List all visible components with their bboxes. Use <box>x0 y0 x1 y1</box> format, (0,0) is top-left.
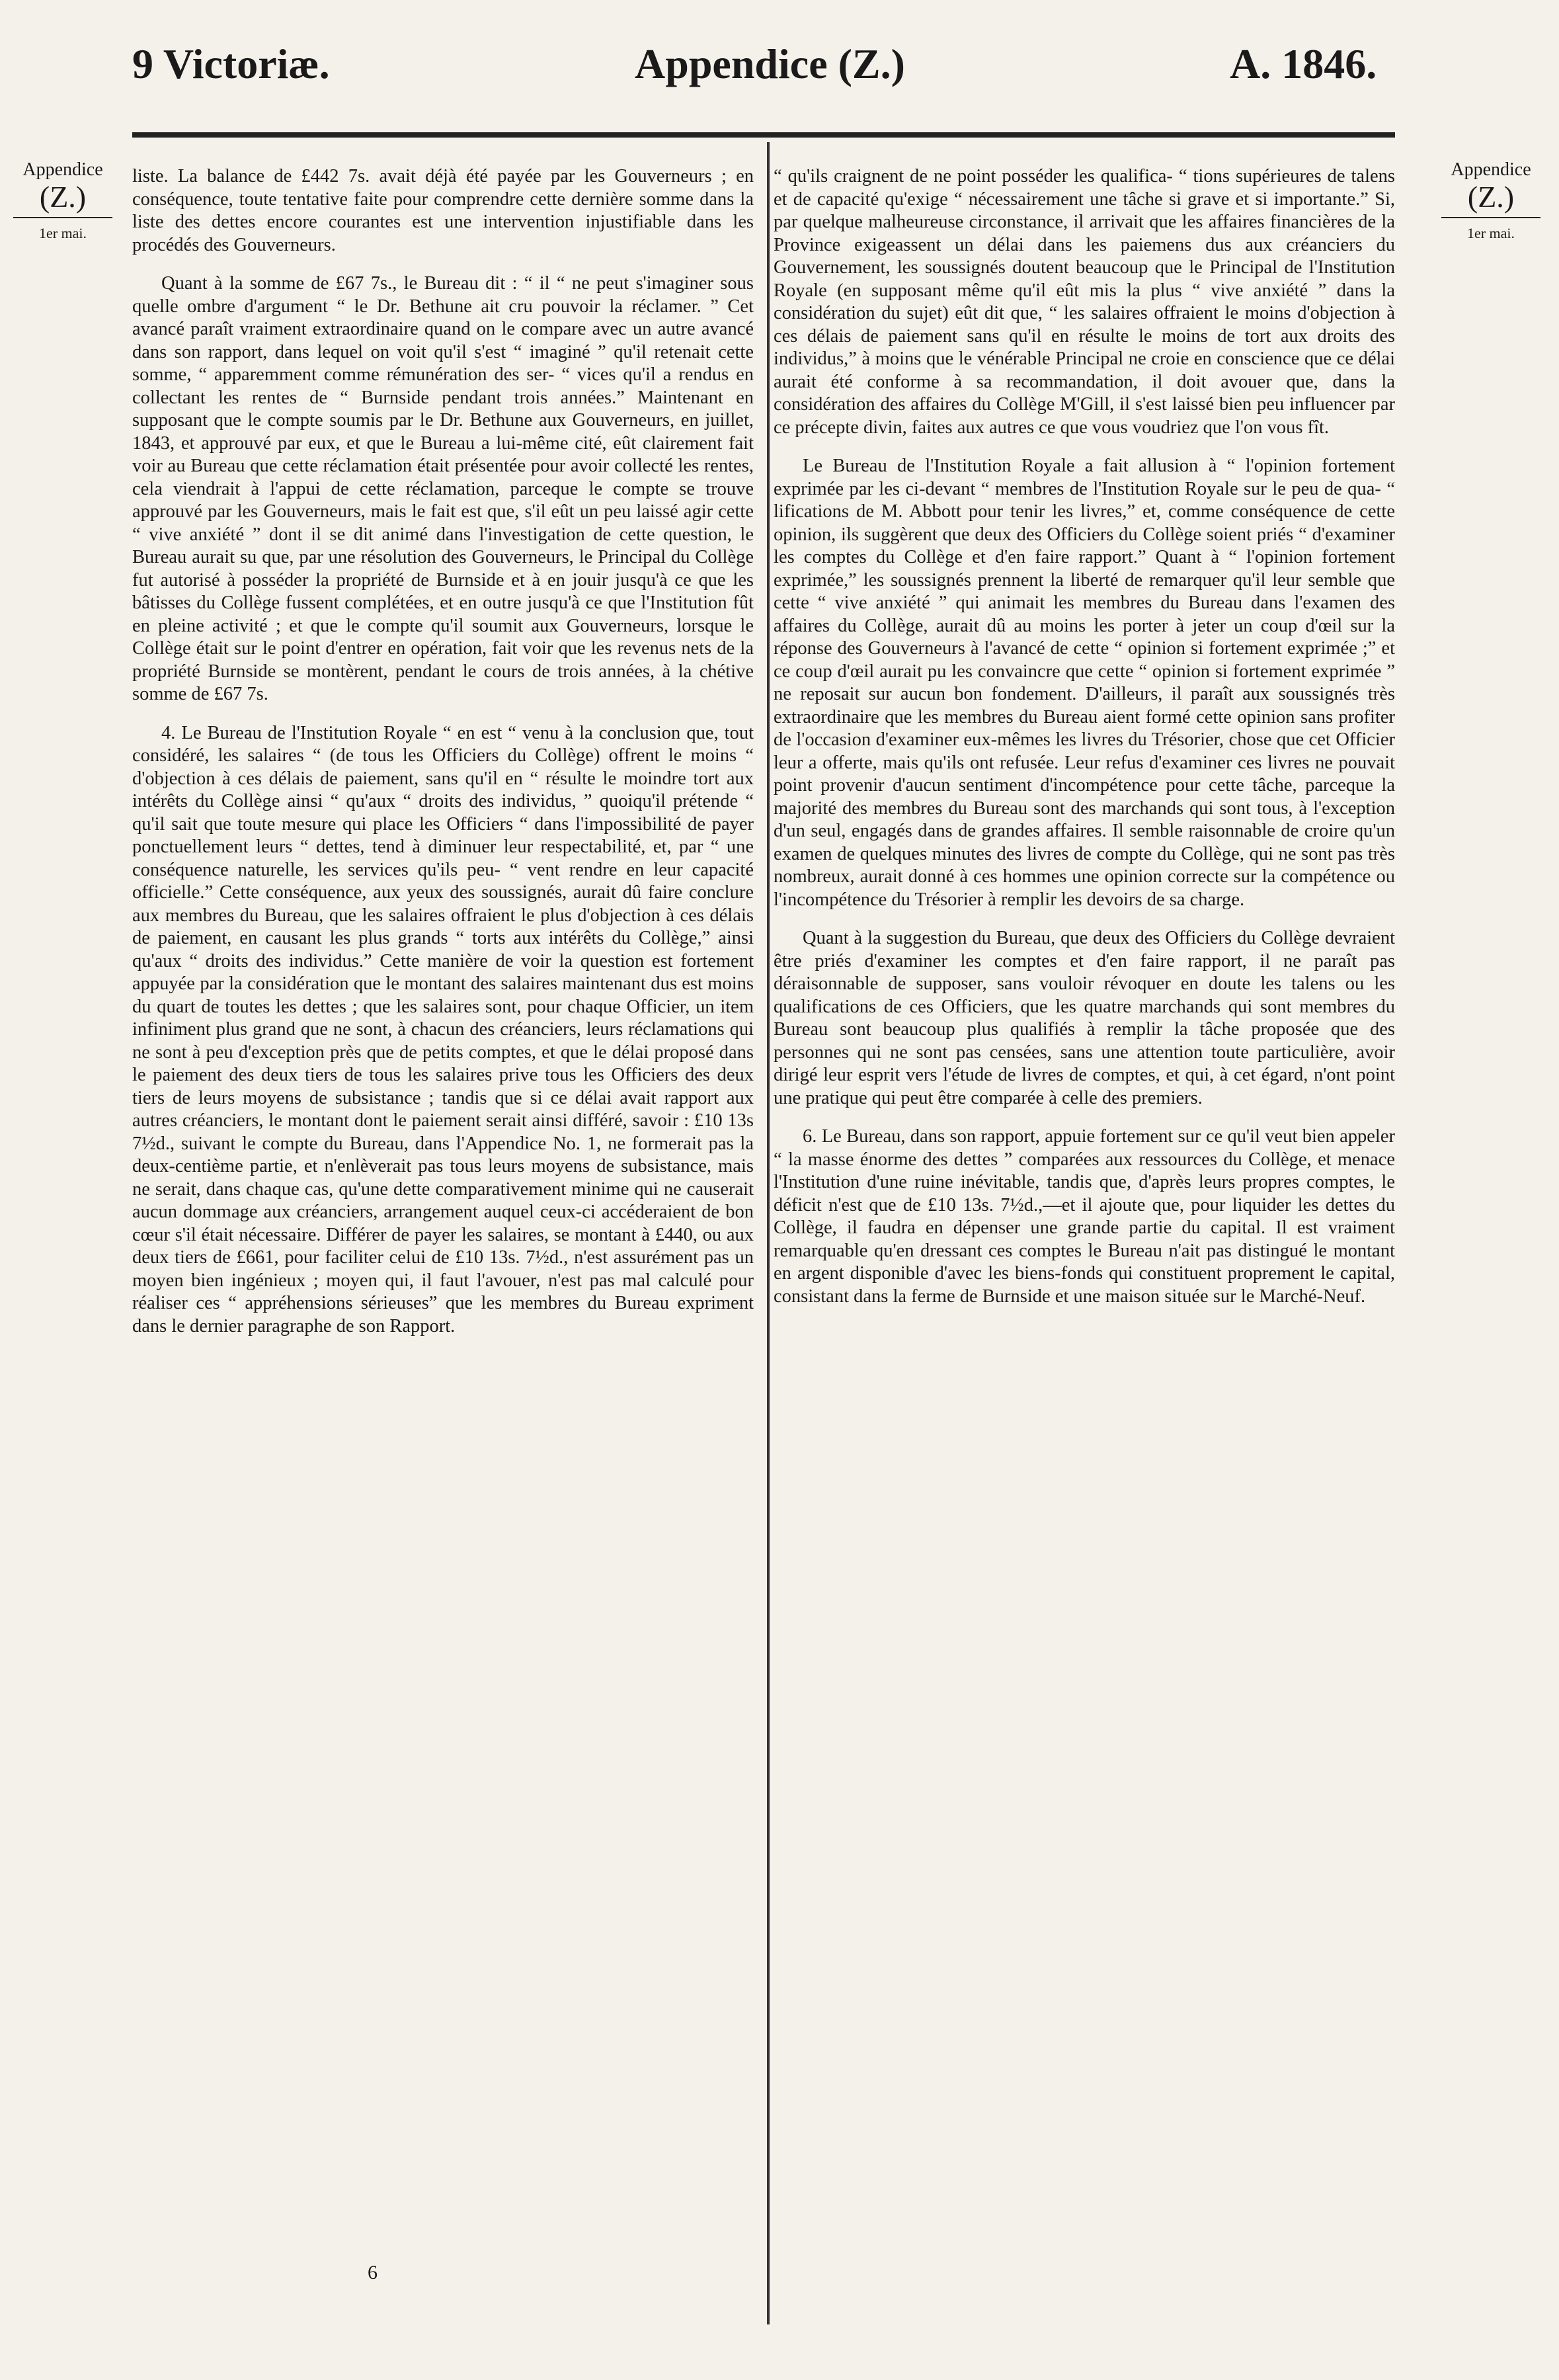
paragraph: “ qu'ils craignent de ne point posséder les qualifica- “ tions supérieures de talens et de capacité qu'exige “ nécessairement une tâche si grave et si importante.” Si, par quelque malheureuse circonstance, il arrivait que les affaires financières de la Province exigeassent un délai dans les paiemens dus aux créanciers du Gouvernement, les soussignés doutent beaucoup que le Principal de l'Institution Royale (en supposant même qu'il eût mis la plus “ vive anxiété ” dans la considération du sujet) eût dit que, “ les salaires offraient le moins d'objection à ces délais de paiement sans qu'il en résulte le moins de tort aux droits des individus,” à moins que le vénérable Principal ne croie en conscience que ce délai aurait été conforme à sa recommandation, il doit avouer que, dans la considération des affaires du Collège M'Gill, il s'est laissé bien peu influencer par ce précepte divin, faites aux autres ce que vous voudriez que l'on vous fît. <box>774 166 1395 438</box>
header-year: A. 1846. <box>1230 40 1377 87</box>
paragraph: liste. La balance de £442 7s. avait déjà été payée par les Gouverneurs ; en conséquence, toute tentative faite pour comprendre cette dernière somme dans la liste des dettes encore courantes est une intervention injustifiable dans les procédés des Gouverneurs. <box>132 166 754 255</box>
page-header <box>0 33 1559 112</box>
margin-label: Appendice <box>1451 159 1531 180</box>
paragraph: 6. Le Bureau, dans son rapport, appuie fortement sur ce qu'il veut bien appeler “ la masse énorme des dettes ” comparées aux ressources du Collège, et menace l'Institution d'une ruine inévitable, tandis que, d'après leurs propres comptes, le déficit n'est que de £10 13s. 7½d.,—et il ajoute que, pour liquider les dettes du Collège, il faudra en dépenser une grande partie du capital. Il est vraiment remarquable qu'en dressant ces comptes le Bureau n'ait pas distingué le montant en argent disponible d'avec les biens-fonds qui constituent proprement le capital, consistant dans la ferme de Burnside et une maison située sur le Marché-Neuf. <box>774 1126 1395 1307</box>
paragraph: 4. Le Bureau de l'Institution Royale “ en est “ venu à la conclusion que, tout considéré, les salaires “ (de tous les Officiers du Collège) offrent le moins “ d'objection à ces délais de paiement, sans qu'il en “ résulte le moindre tort aux intérêts du Collège ainsi “ qu'aux “ droits des individus, ” quoiqu'il prétende “ qu'il sait que toute mesure qui place les Officiers “ dans l'impossibilité de payer ponctuellement leurs “ dettes, tend à diminuer leur respectabilité, et, par “ une conséquence naturelle, les services qu'ils peu- “ vent rendre en leur capacité officielle.” Cette conséquence, aux yeux des soussignés, aurait dû faire conclure aux membres du Bureau, que les salaires offraient le plus d'objection à ces délais de paiement, en causant les plus grands “ torts aux intérêts du Collège,” ainsi qu'aux “ droits des individus.” Cette manière de voir la question est fortement appuyée par la considération que le montant des salaires maintenant dus est moins du quart de toutes les dettes ; que les salaires sont, pour chaque Officier, un item infiniment plus grand que ne sont, à chacun des créanciers, leurs réclamations qui ne sont à peu d'exception près que de petits comptes, et que le délai proposé dans le paiement des deux tiers de tous les salaires prive tous les Officiers des deux tiers de leurs moyens de subsistance ; tandis que si ce délai avait rapport aux autres créanciers, le montant dont le paiement serait ainsi différé, savoir : £10 13s 7½d., suivant le compte du Bureau, dans l'Appendice No. 1, ne formerait pas la deux-centième partie, et n'enlèverait pas tous leurs moyens de subsistance, mais ne serait, dans chaque cas, qu'une dette comparativement minime qui ne causerait aucun dommage aux créanciers, arrangement auquel ceux-ci accéderaient de bon cœur s'il était nécessaire. Différer de payer les salaires, se montant à £440, ou aux deux tiers de £661, pour faciliter celui de £10 13s. 7½d., n'est assurément pas un moyen bien ingénieux ; moyen qui, il faut l'avouer, n'est pas mal calculé pour réaliser ces “ appréhensions sérieuses” que les membres du Bureau expriment dans le dernier paragraphe de son Rapport. <box>132 722 754 1336</box>
left-column <box>132 165 754 1354</box>
paragraph: Quant à la somme de £67 7s., le Bureau dit : “ il “ ne peut s'imaginer sous quelle ombre d'argument “ le Dr. Bethune ait cru pouvoir la réclamer. ” Cet avancé paraît vraiment extraordinaire quand on le compare avec un autre avancé dans son rapport, dans lequel on voit qu'il s'est “ imaginé ” qu'il retenait cette somme, “ apparemment comme rémunération des ser- “ vices qu'il a rendus en collectant les rentes de “ Burnside pendant trois années.” Maintenant en supposant que le compte soumis par le Dr. Bethune aux Gouverneurs, en juillet, 1843, et approuvé par eux, et que le Bureau a lui-même cité, eût clairement fait voir au Bureau que cette réclamation était présentée pour avoir collecté les rentes, cela viendrait à l'appui de cette réclamation, parceque le compte se trouve approuvé par les Gouverneurs, mais le fait est que, s'il eût un peu laissé agir cette “ vive anxiété ” dont il se dit animé dans l'investigation de cette question, le Bureau aurait su que, par une résolution des Gouverneurs, le Principal du Collège fut autorisé à posséder la propriété de Burnside et à en jouir jusqu'à ce que les bâtisses du Collège fussent complétées, et en outre jusqu'à ce que l'Institution fût en pleine activité ; et que le compte qu'il soumit aux Gouverneurs, lorsque le Collège était sur le point d'entrer en opération, fait voir que les revenus nets de la propriété Burnside se montèrent, pendant le cours de trois années, à la chétive somme de £67 7s. <box>132 273 754 704</box>
right-margin-note <box>1441 159 1540 245</box>
margin-date: 1er mai. <box>1466 225 1515 241</box>
column-divider <box>767 142 770 2324</box>
header-title: Appendice (Z.) <box>635 40 905 87</box>
margin-appendix-letter: (Z.) <box>1441 181 1540 218</box>
header-session: 9 Victoriæ. <box>132 40 330 87</box>
margin-label: Appendice <box>22 159 103 180</box>
margin-appendix-letter: (Z.) <box>13 181 112 218</box>
paragraph: Quant à la suggestion du Bureau, que deux des Officiers du Collège devraient être priés d'examiner les comptes et d'en faire rapport, il ne paraît pas déraisonnable de supposer, sans vouloir révoquer en doute les talens ou les qualifications de ces Officiers, que les quatre marchands qui sont membres du Bureau sont beaucoup plus qualifiés à remplir la tâche proposée que des personnes qui ne sont pas censées, sans une attention toute particulière, avoir dirigé leur esprit vers l'étude de livres de comptes, et qui, à cet égard, n'ont point une pratique qui peut être comparée à celle des premiers. <box>774 928 1395 1108</box>
header-rule <box>132 132 1395 138</box>
right-column <box>774 165 1395 1324</box>
margin-date: 1er mai. <box>38 225 87 241</box>
paragraph: Le Bureau de l'Institution Royale a fait allusion à “ l'opinion fortement exprimée par les ci-devant “ membres de l'Institution Royale sur le peu de qua- “ lifications de M. Abbott pour tenir les livres,” et, comme conséquence de cette opinion, ils suggèrent que deux des Officiers du Collège soient priés “ d'examiner les comptes du Collège et d'en faire rapport.” Quant à “ l'opinion fortement exprimée,” les soussignés prennent la liberté de remarquer qu'il leur semble que cette “ vive anxiété ” qui animait les membres du Bureau dans l'examen des affaires du Collège, aurait dû au moins les porter à jeter un coup d'œil sur la réponse des Gouverneurs à l'avancé de cette “ opinion si fortement exprimée ;” et ce coup d'œil aurait pu les convaincre que cette “ opinion si fortement exprimée ” ne reposait sur aucun bon fondement. D'ailleurs, il paraît aux soussignés très extraordinaire que les membres du Bureau aient formé cette opinion sans profiter de l'occasion d'examiner eux-mêmes les livres du Trésorier, chose que cet Officier leur a offerte, mais qu'ils ont refusée. Leur refus d'examiner ces livres ne pouvait point provenir d'aucun sentiment d'incompétence pour cette tâche, parceque la majorité des membres du Bureau sont des marchands qui sont tous, à l'exception d'un seul, engagés dans de grandes affaires. Il semble raisonnable de croire qu'un examen de quelques minutes des livres de compte du Collège, qui ne sont pas très nombreux, aurait donné à ces hommes une opinion correcte sur la compétence ou l'incompétence du Trésorier à remplir les devoirs de sa charge. <box>774 456 1395 910</box>
left-margin-note <box>13 159 112 245</box>
page-number: 6 <box>368 2262 378 2283</box>
